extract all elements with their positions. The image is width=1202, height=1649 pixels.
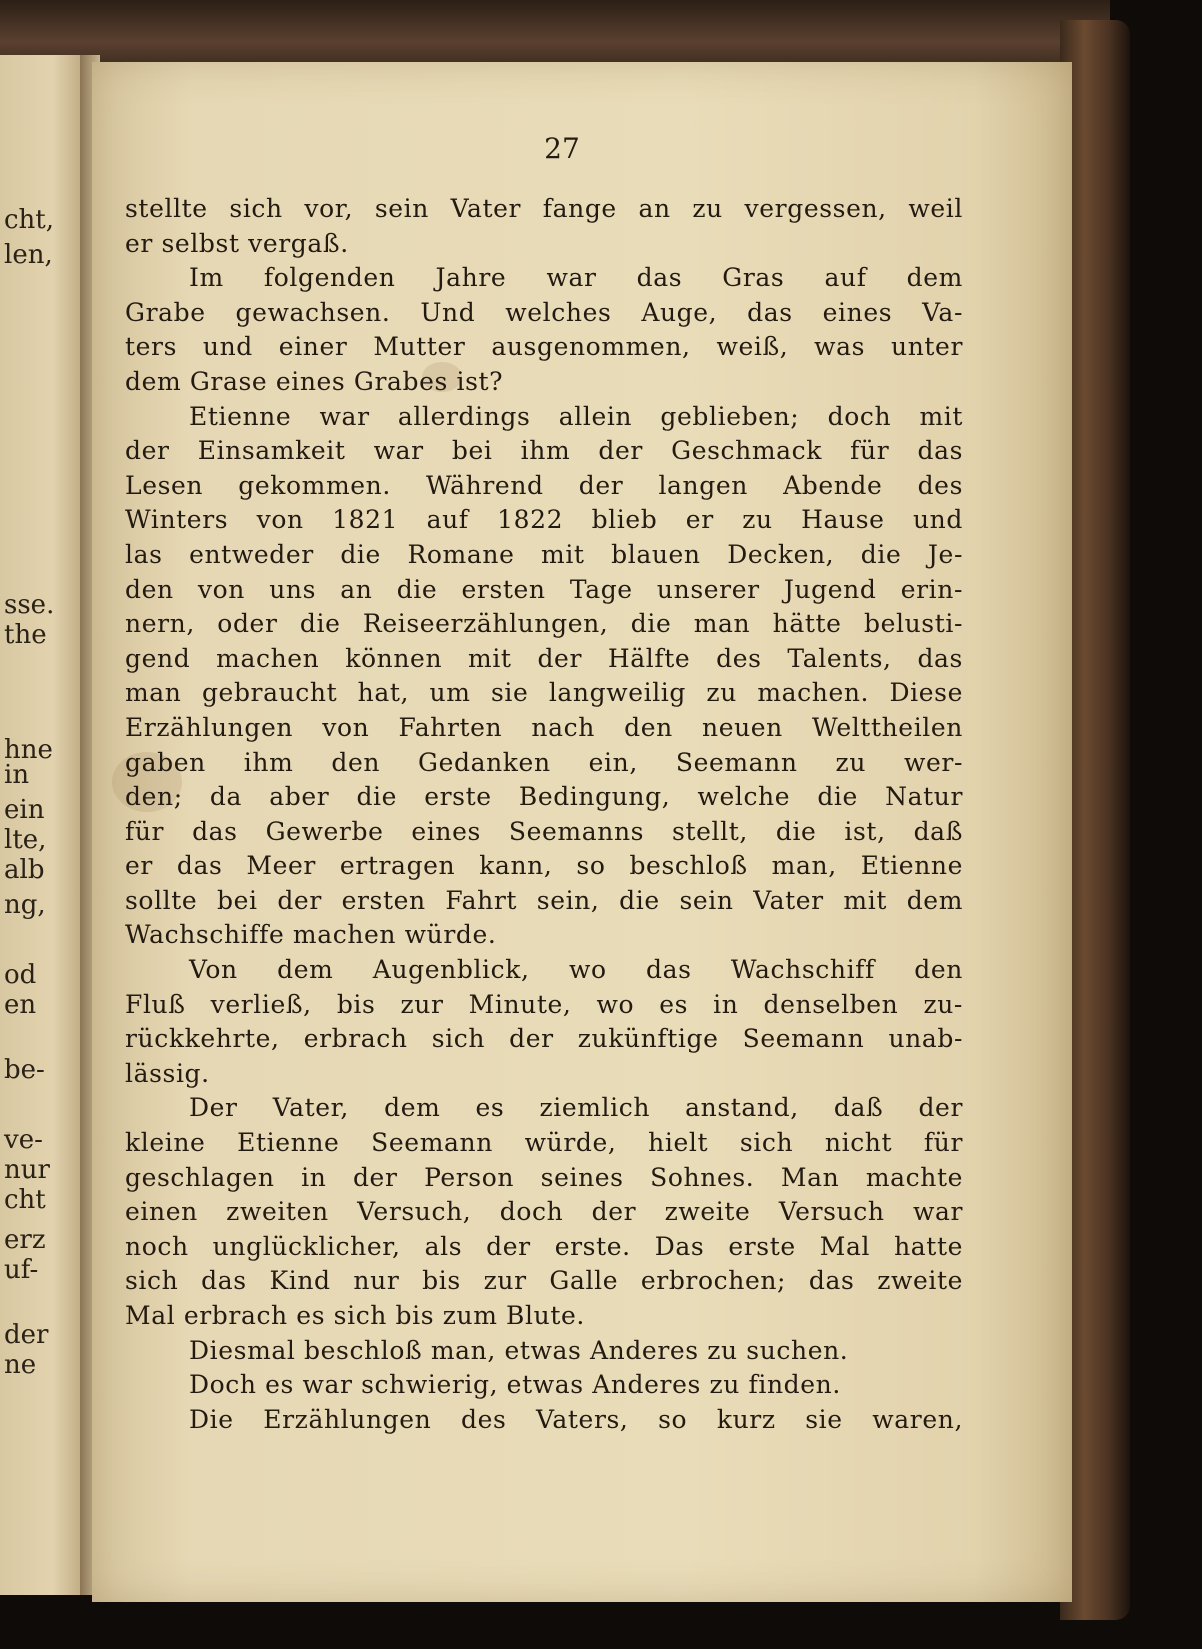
text-line: ters und einer Mutter ausgenommen, weiß, was unter <box>125 332 963 362</box>
previous-page-text-fragment: be- <box>4 1055 45 1085</box>
previous-page-text-fragment: ne <box>4 1350 37 1380</box>
text-line: der Einsamkeit war bei ihm der Geschmack für das <box>125 436 963 466</box>
text-line: nern, oder die Reiseerzählungen, die man hätte belusti- <box>125 609 963 639</box>
book-cover-top <box>0 0 1110 70</box>
text-line: Diesmal beschloß man, etwas Anderes zu suchen. <box>189 1335 849 1365</box>
text-line: Mal erbrach es sich bis zum Blute. <box>125 1301 585 1330</box>
text-line: rückkehrte, erbrach sich der zukünftige Seemann unab- <box>125 1024 963 1054</box>
previous-page-text-fragment: nur <box>4 1155 50 1185</box>
text-line: Erzählungen von Fahrten nach den neuen Welttheilen <box>125 712 963 742</box>
previous-page-text-fragment: the <box>4 620 47 650</box>
previous-page-text-fragment: uf- <box>4 1255 39 1285</box>
text-line: Im folgenden Jahre war das Gras auf dem <box>189 263 963 293</box>
text-line: geschlagen in der Person seines Sohnes. Man machte <box>125 1162 963 1192</box>
text-line: er das Meer ertragen kann, so beschloß man, Etienne <box>125 851 963 881</box>
previous-page-edge <box>0 55 88 1595</box>
previous-page-text-fragment: erz <box>4 1225 46 1255</box>
text-line: sich das Kind nur bis zur Galle erbrochen; das zweite <box>125 1266 963 1296</box>
previous-page-text-fragment: cht, <box>4 205 55 235</box>
previous-page-text-fragment: der <box>4 1320 49 1350</box>
text-line: Wachschiffe machen würde. <box>125 920 497 950</box>
text-line: Fluß verließ, bis zur Minute, wo es in denselben zu- <box>125 989 963 1019</box>
previous-page-text-fragment: alb <box>4 855 45 885</box>
text-line: man gebraucht hat, um sie langweilig zu machen. Diese <box>125 678 963 708</box>
text-line: Grabe gewachsen. Und welches Auge, das eines Va- <box>125 297 963 327</box>
previous-page-text-fragment: en <box>4 990 37 1020</box>
text-line: dem Grase eines Grabes ist? <box>125 366 504 396</box>
previous-page-text-fragment: od <box>4 960 37 990</box>
previous-page-text-fragment: hne <box>4 735 53 765</box>
text-line: Der Vater, dem es ziemlich anstand, daß der <box>189 1093 963 1123</box>
text-line: kleine Etienne Seemann würde, hielt sich nicht für <box>125 1128 963 1158</box>
previous-page-text-fragment: ve- <box>4 1125 43 1155</box>
previous-page-text-fragment: sse. <box>4 590 55 620</box>
text-line: stellte sich vor, sein Vater fange an zu vergessen, weil <box>125 194 963 223</box>
text-line: las entweder die Romane mit blauen Decken, die Je- <box>125 539 963 569</box>
previous-page-text-fragment: lte, <box>4 825 47 855</box>
book-page <box>92 62 1072 1602</box>
text-line: Lesen gekommen. Während der langen Abende des <box>125 470 963 500</box>
text-line: einen zweiten Versuch, doch der zweite Versuch war <box>125 1197 963 1227</box>
text-line: den; da aber die erste Bedingung, welche die Natur <box>125 782 963 812</box>
page-number: 27 <box>544 132 580 165</box>
previous-page-text-fragment: in <box>4 760 30 790</box>
text-line: Die Erzählungen des Vaters, so kurz sie waren, <box>189 1404 963 1434</box>
previous-page-text-fragment: cht <box>4 1185 46 1215</box>
text-line: noch unglücklicher, als der erste. Das erste Mal hatte <box>125 1231 963 1261</box>
text-line: er selbst vergaß. <box>125 228 349 258</box>
previous-page-text-fragment: ein <box>4 795 45 825</box>
text-line: lässig. <box>125 1058 210 1088</box>
page-text <box>125 192 963 1437</box>
previous-page-text-fragment: ng, <box>4 890 46 920</box>
text-line: Doch es war schwierig, etwas Anderes zu finden. <box>189 1370 841 1400</box>
previous-page-text-fragment: len, <box>4 240 53 270</box>
text-line: Von dem Augenblick, wo das Wachschiff den <box>189 955 963 985</box>
text-line: gaben ihm den Gedanken ein, Seemann zu wer- <box>125 747 963 777</box>
text-line: den von uns an die ersten Tage unserer Jugend erin- <box>125 574 963 604</box>
text-line: gend machen können mit der Hälfte des Talents, das <box>125 643 963 673</box>
text-line: für das Gewerbe eines Seemanns stellt, die ist, daß <box>125 816 963 846</box>
text-line: Winters von 1821 auf 1822 blieb er zu Hause und <box>125 505 963 535</box>
text-line: sollte bei der ersten Fahrt sein, die sein Vater mit dem <box>125 885 963 915</box>
text-line: Etienne war allerdings allein geblieben; doch mit <box>189 401 963 431</box>
